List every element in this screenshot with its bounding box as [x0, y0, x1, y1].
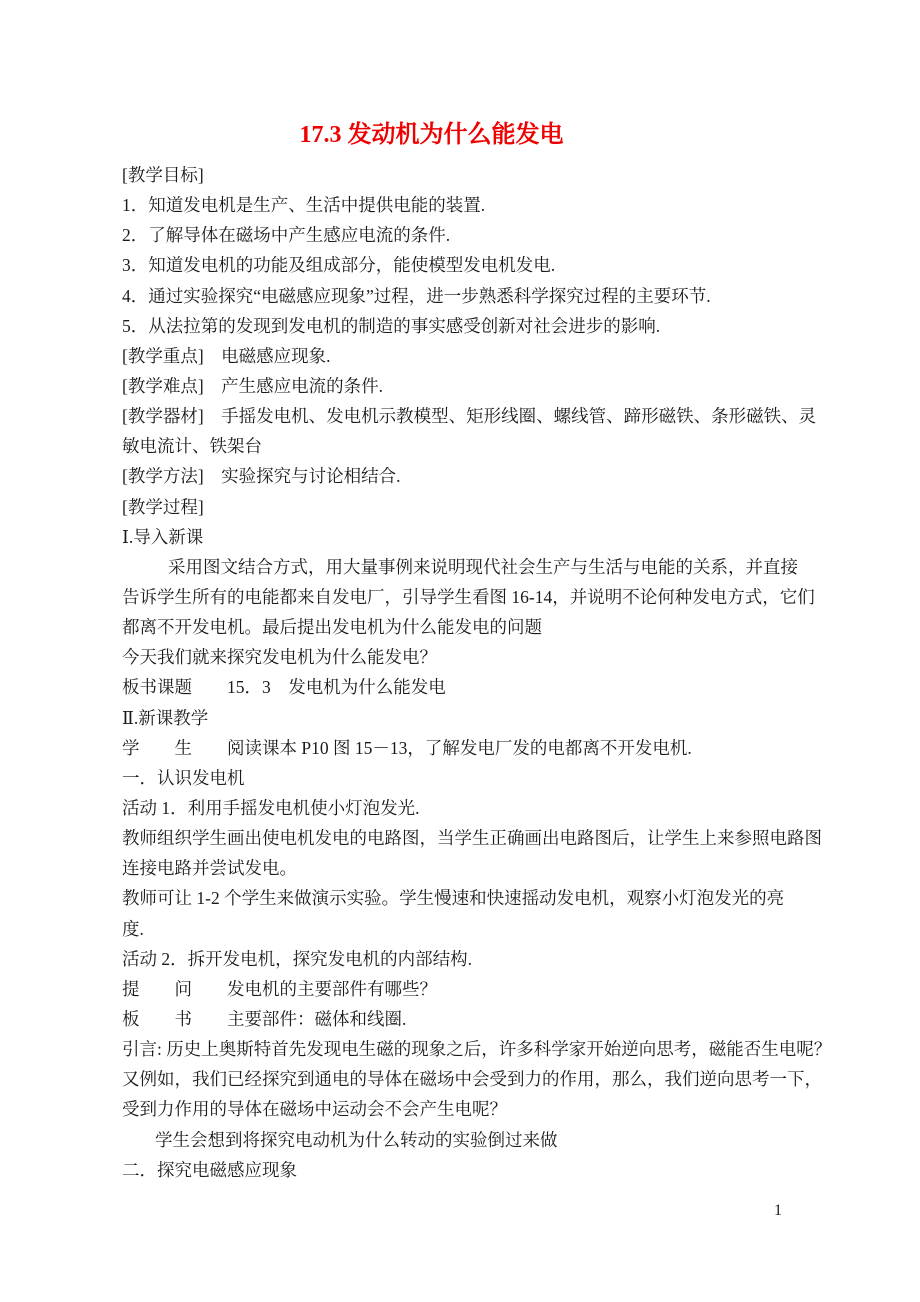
text-line-ask-question: 提 问 发电机的主要部件有哪些？	[122, 978, 437, 999]
text-line-part-one: 一．认识发电机	[122, 767, 245, 788]
text-line-lead-in-cont2: 受到力作用的导体在磁场中运动会不会产生电呢？	[122, 1099, 507, 1120]
text-line-teacher-organize-cont: 连接电路并尝试发电。	[122, 858, 297, 879]
text-line-intro-para-cont2: 都离不开发电机。最后提出发电机为什么能发电的问题	[122, 617, 542, 638]
text-line-demo-experiment: 教师可让 1-2 个学生来做演示实验。学生慢速和快速摇动发电机，观察小灯泡发光的亮	[122, 888, 785, 909]
text-line-lead-in-cont1: 又例如，我们已经探究到通电的导体在磁场中会受到力的作用，那么，我们逆向思考一下，	[122, 1069, 822, 1090]
text-line-process: [教学过程]	[122, 496, 204, 517]
text-line-question: 今天我们就来探究发电机为什么能发电？	[122, 647, 437, 668]
text-line-lead-in: 引言: 历史上奥斯特首先发现电生磁的现象之后，许多科学家开始逆向思考，磁能否生电呢？	[122, 1039, 832, 1060]
text-line-board-topic: 板书课题 15．3 发电机为什么能发电	[122, 677, 446, 698]
text-line-board-writing: 板 书 主要部件：磁体和线圈.	[122, 1008, 407, 1029]
text-line-equipment-cont: 敏电流计、铁架台	[122, 436, 262, 457]
text-line-objective-3: 3．知道发电机的功能及组成部分，能使模型发电机发电.	[122, 255, 556, 276]
text-line-objective-2: 2．了解导体在磁场中产生感应电流的条件.	[122, 225, 451, 246]
text-line-intro-para: 采用图文结合方式，用大量事例来说明现代社会生产与生活与电能的关系，并直接	[168, 556, 798, 577]
text-line-objective-1: 1．知道发电机是生产、生活中提供电能的装置.	[122, 195, 486, 216]
text-line-objective-5: 5．从法拉第的发现到发电机的制造的事实感受创新对社会进步的影响.	[122, 315, 661, 336]
text-line-objective-4: 4．通过实验探究“电磁感应现象”过程，进一步熟悉科学探究过程的主要环节.	[122, 285, 711, 306]
text-line-difficult-point: [教学难点] 产生感应电流的条件.	[122, 375, 384, 396]
text-line-demo-experiment-cont: 度.	[122, 918, 144, 939]
text-line-activity-1: 活动 1．利用手摇发电机使小灯泡发光.	[122, 797, 420, 818]
text-line-key-point: [教学重点] 电磁感应现象.	[122, 345, 331, 366]
page-number: 1	[774, 1202, 782, 1219]
text-line-activity-2: 活动 2．拆开发电机，探究发电机的内部结构.	[122, 948, 472, 969]
text-line-intro-para-cont1: 告诉学生所有的电能都来自发电厂，引导学生看图 16-14，并说明不论何种发电方式，它们	[122, 586, 815, 607]
text-line-section-teaching: Ⅱ.新课教学	[122, 707, 209, 728]
text-line-section-intro: Ⅰ.导入新课	[122, 526, 204, 547]
text-line-equipment: [教学器材] 手摇发电机、发电机示教模型、矩形线圈、螺线管、蹄形磁铁、条形磁铁、灵	[122, 406, 817, 427]
text-line-section-objectives: [教学目标]	[122, 165, 204, 185]
text-line-method: [教学方法] 实验探究与讨论相结合.	[122, 466, 401, 487]
text-line-student-reading: 学 生 阅读课本 P10 图 15－13，了解发电厂发的电都离不开发电机.	[122, 737, 692, 758]
text-line-teacher-organize: 教师组织学生画出使电机发电的电路图，当学生正确画出电路图后，让学生上来参照电路图	[122, 828, 822, 849]
document-title: 17.3 发动机为什么能发电	[299, 122, 564, 148]
text-line-part-two: 二．探究电磁感应现象	[122, 1159, 297, 1180]
document-body	[122, 160, 832, 1185]
text-line-student-idea: 学生会想到将探究电动机为什么转动的实验倒过来做	[155, 1129, 558, 1150]
